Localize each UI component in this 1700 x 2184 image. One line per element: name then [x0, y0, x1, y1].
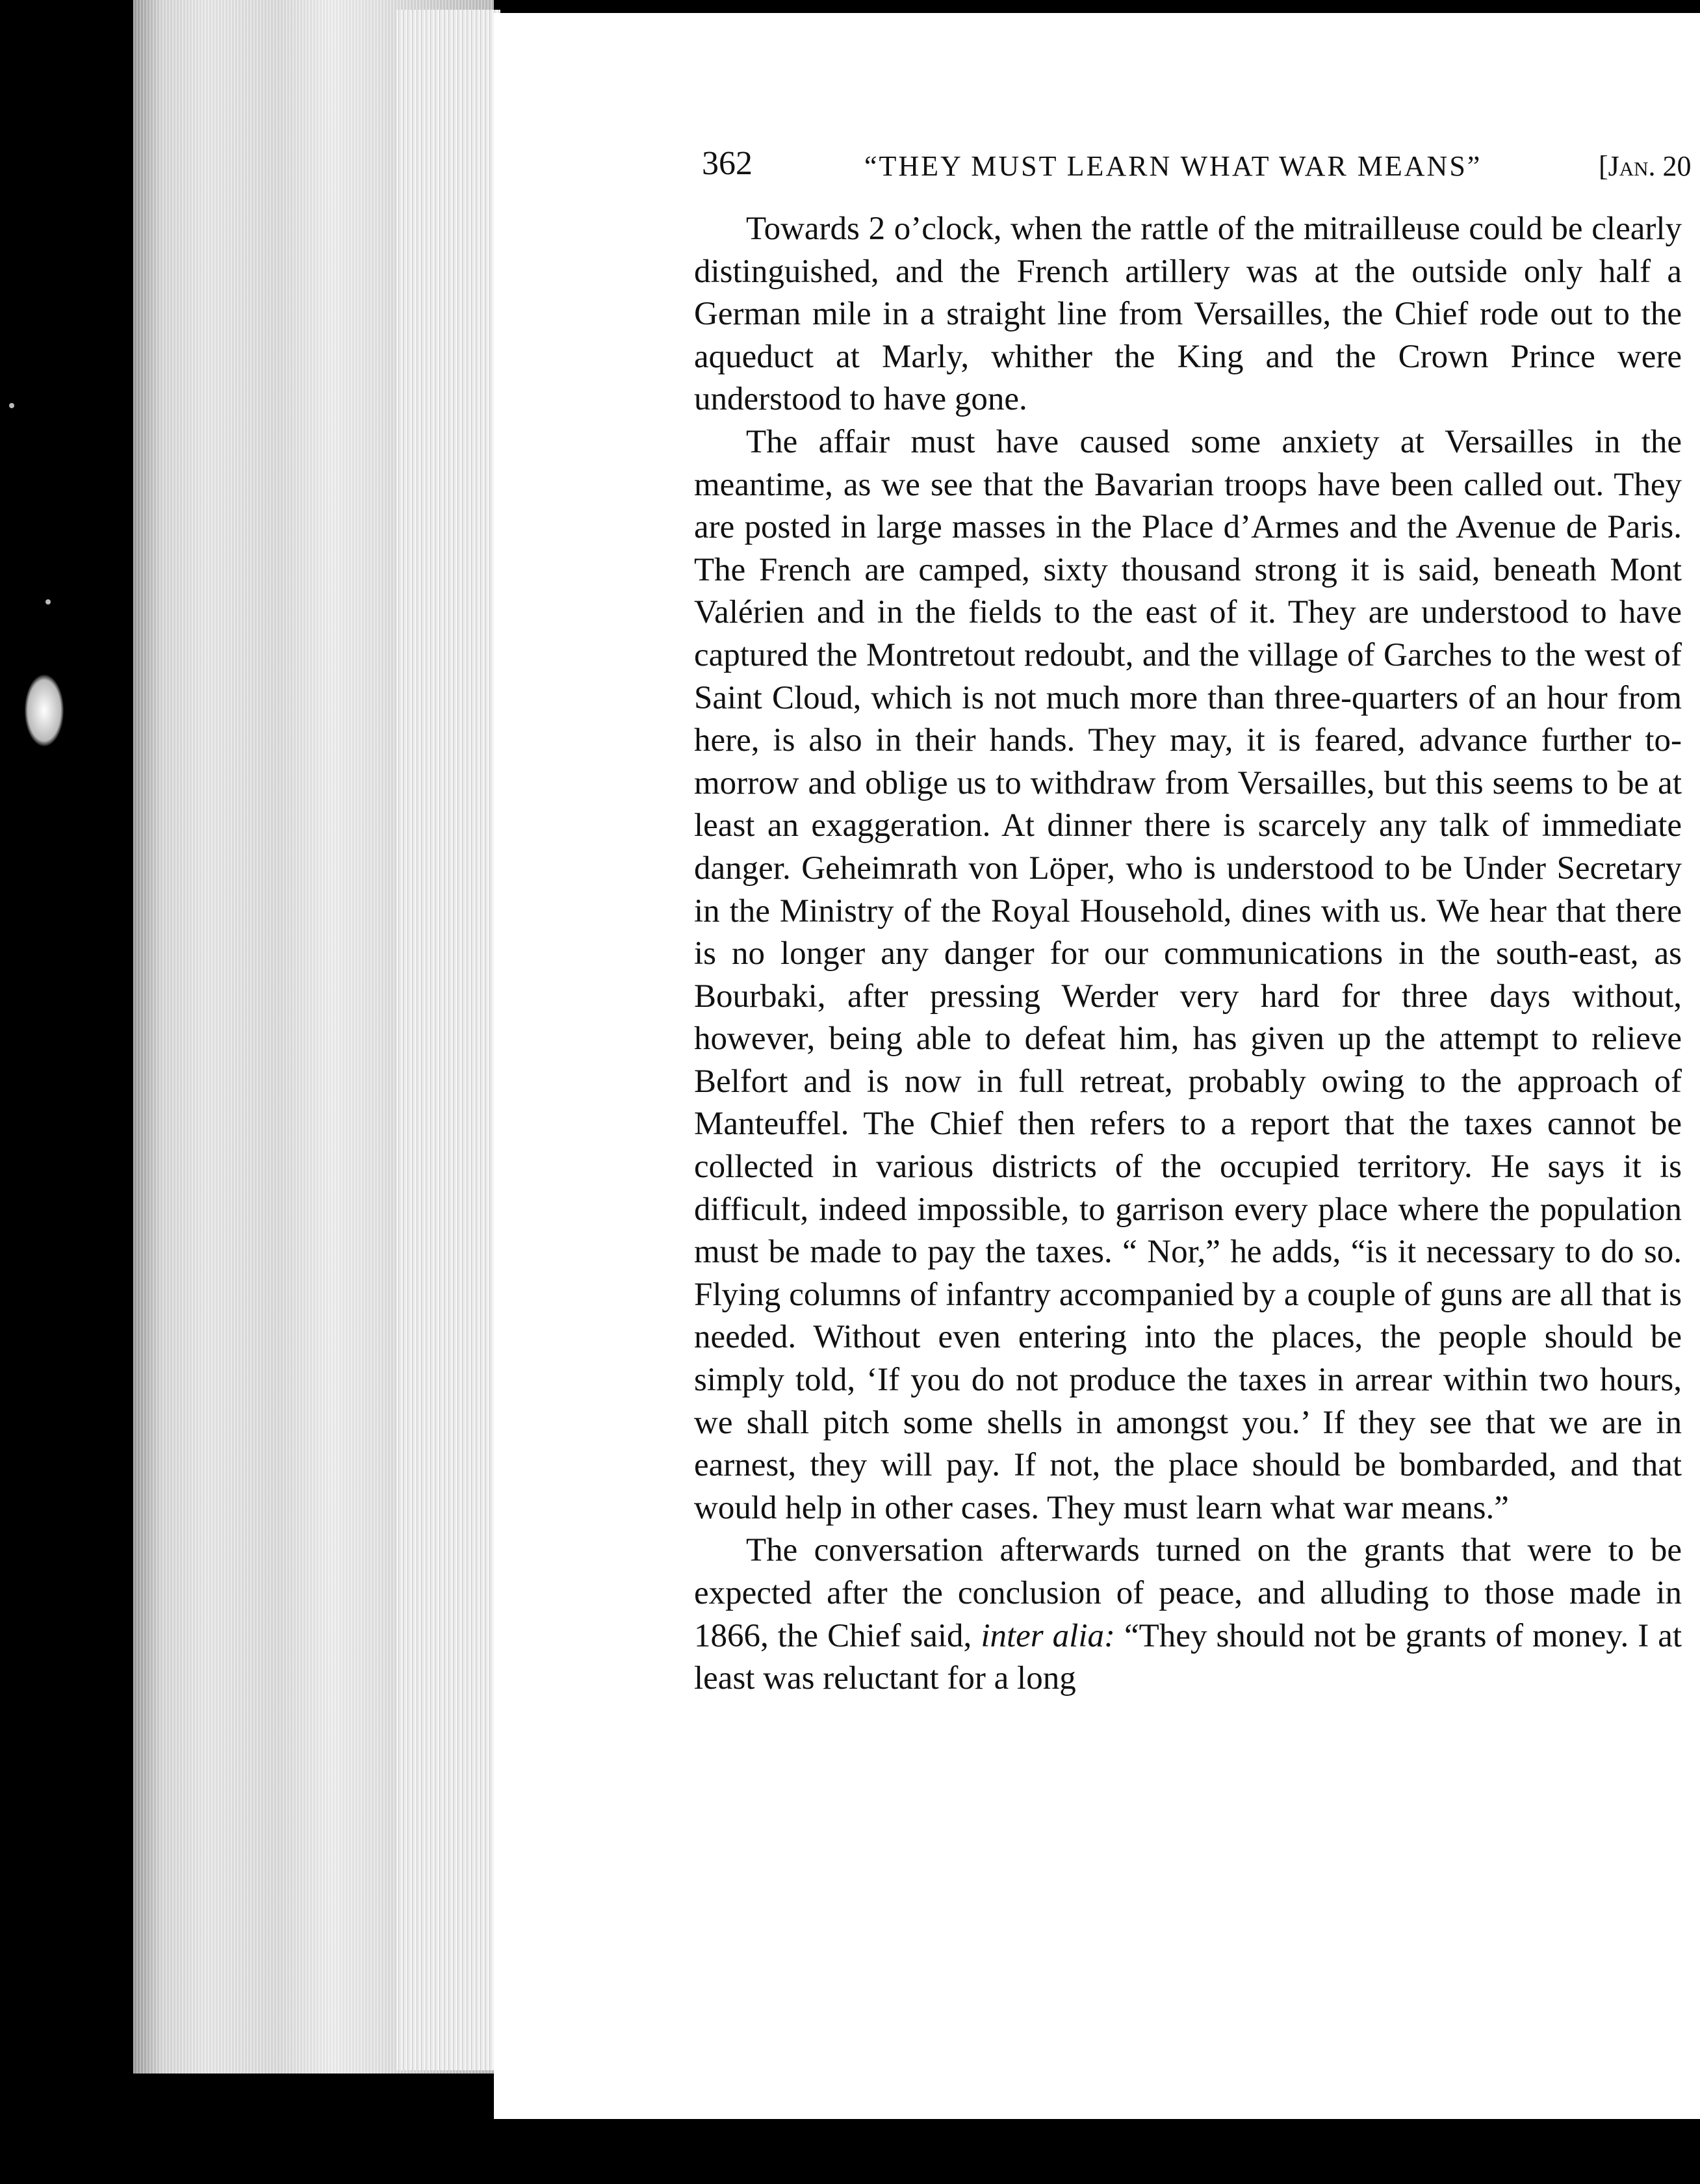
paragraph-text: The conversation afterwards turned on the grants that were to be expected after the conclusion of peace, and alluding to those made in 1866, the Chief said,	[694, 1532, 1682, 1654]
scan-smudge	[25, 675, 64, 746]
page-stack	[396, 10, 500, 2070]
scan-speck	[45, 599, 51, 604]
page-number: 362	[702, 145, 753, 182]
paragraph: The affair must have caused some anxiety at Versailles in the meantime, as we see that the Bavarian troops have been called out. They are posted in large masses in the Place d’Armes and the Avenue de Paris. The French are camped, sixty thousand strong it is said, beneath Mont Valérien and in the fields to the east of it. They are understood to have captured the Montretout redoubt, and the village of Garches to the west of Saint Cloud, which is not much more than three-quarters of an hour from here, is also in their hands. They may, it is feared, advance further to-morrow and oblige us to withdraw from Versailles, but this seems to be at least an exaggeration. At dinner there is scarcely any talk of immediate danger. Geheimrath von Löper, who is understood to be Under Secretary in the Ministry of the Royal Household, dines with us. We hear that there is no longer any danger for our communications in the south-east, as Bourbaki, after pressing Werder very hard for three days without, however, being able to defeat him, has given up the attempt to relieve Belfort and is now in full retreat, probably owing to the approach of Manteuffel. The Chief then refers to a report that the taxes cannot be collected in various districts of the occupied territory. He says it is difficult, indeed impossible, to garrison every place where the population must be made to pay the taxes. “ Nor,” he adds, “is it necessary to do so. Flying columns of infantry accompanied by a couple of guns are all that is needed. Without even entering into the places, the people should be simply told, ‘If you do not produce the taxes in arrear within two hours, we shall pitch some shells in amongst you.’ If they see that we are in earnest, they will pay. If not, the place should be bombarded, and that would help in other cases. They must learn what war means.”	[694, 423, 1682, 1526]
paragraph	[694, 1529, 1682, 1700]
scan-speck	[9, 403, 14, 408]
running-title: “THEY MUST LEARN WHAT WAR MEANS”	[864, 150, 1482, 182]
italic-phrase: inter alia:	[981, 1617, 1115, 1654]
page-body	[694, 208, 1682, 1700]
running-header	[702, 144, 1700, 183]
header-date: [Jan. 20	[1599, 150, 1692, 182]
paragraph: Towards 2 o’clock, when the rattle of the mitrailleuse could be clearly distinguished, and the French artillery was at the outside only half a German mile in a straight line from Versailles, the Chief rode out to the aqueduct at Marly, whither the King and the Crown Prince were understood to have gone.	[694, 211, 1682, 418]
paragraph-text: “They should not be grants of money. I at least was reluctant for a long	[694, 1617, 1682, 1697]
